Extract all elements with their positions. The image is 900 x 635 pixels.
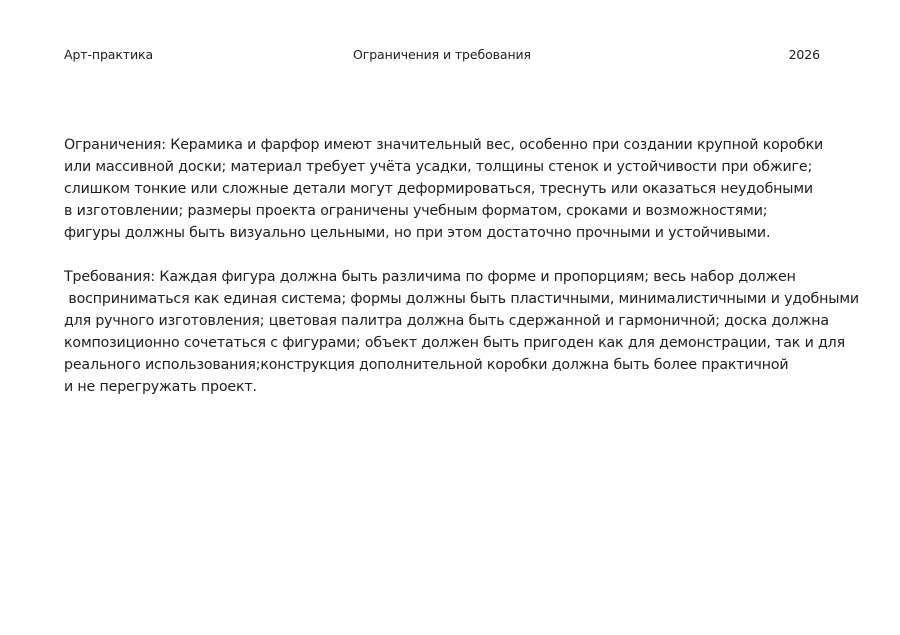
text-line: слишком тонкие или сложные детали могут деформироваться, треснуть или оказаться неудобными	[64, 181, 813, 197]
text-line: в изготовлении; размеры проекта ограничены учебным форматом, сроками и возможностями;	[64, 203, 768, 219]
header-year: 2026	[788, 47, 820, 62]
text-line: Требования: Каждая фигура должна быть различима по форме и пропорциям; весь набор должен	[64, 269, 796, 285]
text-line: и не перегружать проект.	[64, 379, 257, 395]
requirements-paragraph	[64, 266, 859, 398]
page-header	[64, 46, 820, 64]
header-course-label: Арт-практика	[64, 47, 154, 62]
text-line: фигуры должны быть визуально цельными, но при этом достаточно прочными и устойчивыми.	[64, 225, 771, 241]
text-line: для ручного изготовления; цветовая палитра должна быть сдержанной и гармоничной; доска должна	[64, 313, 829, 329]
restrictions-paragraph	[64, 134, 824, 244]
main-content	[64, 134, 859, 398]
text-line: Ограничения: Керамика и фарфор имеют значительный вес, особенно при создании крупной коробки	[64, 137, 824, 153]
text-line: композиционно сочетаться с фигурами; объект должен быть пригоден как для демонстрации, так и для	[64, 335, 845, 351]
header-section-title: Ограничения и требования	[353, 47, 531, 62]
text-line: реального использования;конструкция дополнительной коробки должна быть более практичной	[64, 357, 789, 373]
text-line: восприниматься как единая система; формы должны быть пластичными, минималистичными и удобными	[64, 291, 859, 307]
text-line: или массивной доски; материал требует учёта усадки, толщины стенок и устойчивости при обжиге;	[64, 159, 813, 175]
